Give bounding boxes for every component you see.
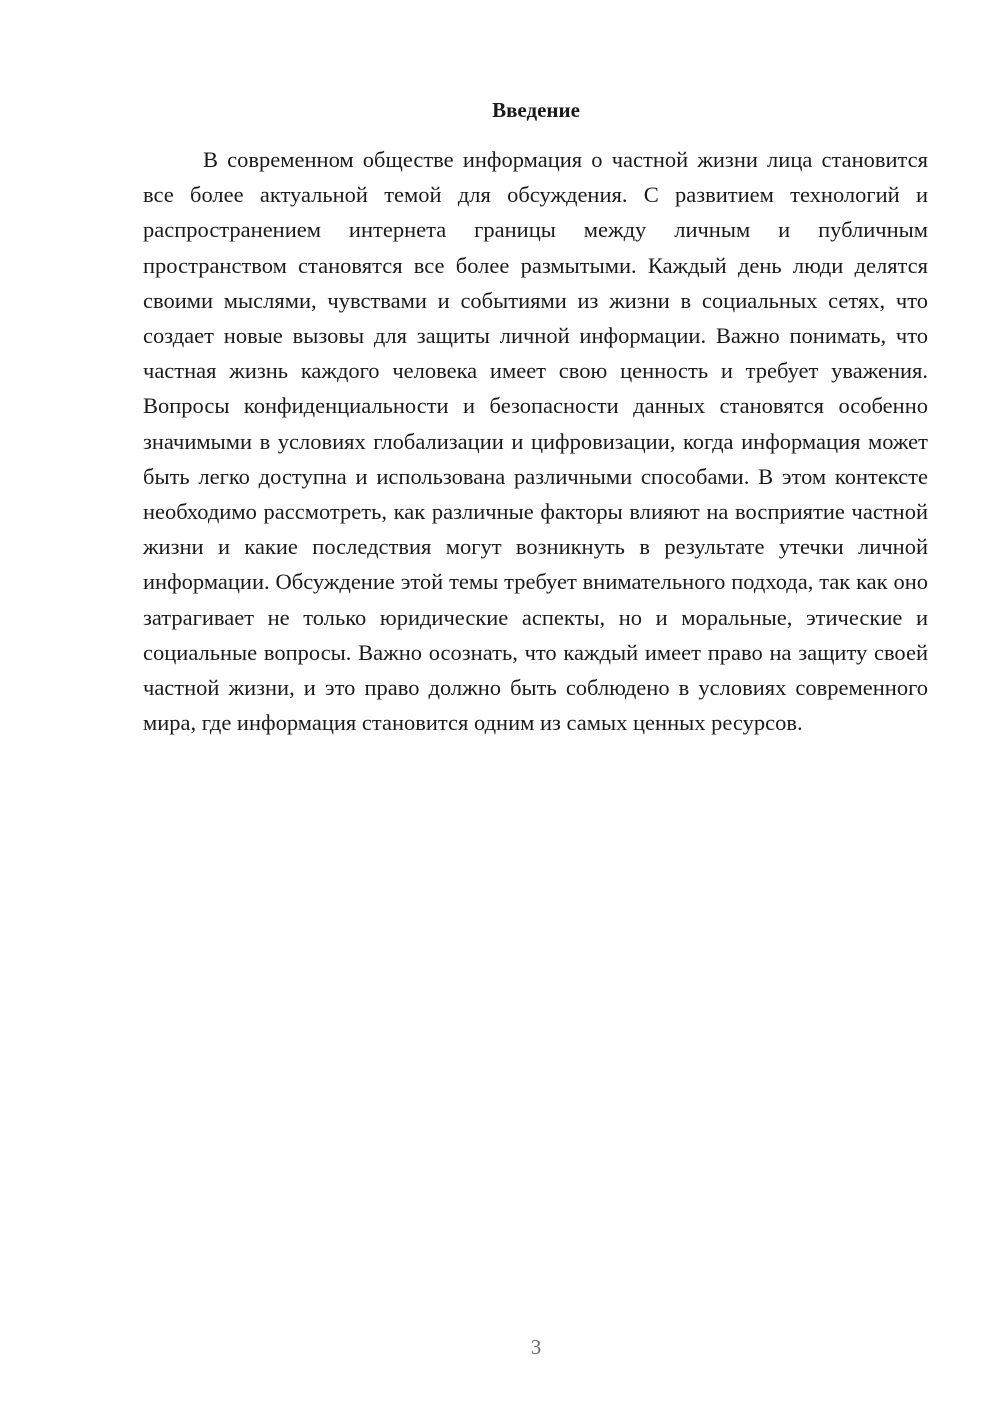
section-heading: Введение (492, 98, 580, 122)
body-paragraph: В современном обществе информация о частной жизни лица становится все более актуальной темой для обсуждения. С развитием технологий и распространением интернета границы между личным и публичным пространством становятся все более размытыми. Каждый день люди делятся своими мыслями, чувствами и событиями из жизни в социальных сетях, что создает новые вызовы для защиты личной информации. Важно понимать, что частная жизнь каждого человека имеет свою ценность и требует уважения. Вопросы конфиденциальности и безопасности данных становятся особенно значимыми в условиях глобализации и цифровизации, когда информация может быть легко доступна и использована различными способами. В этом контексте необходимо рассмотреть, как различные факторы влияют на восприятие частной жизни и какие последствия могут возникнуть в результате утечки личной информации. Обсуждение этой темы требует внимательного подхода, так как оно затрагивает не только юридические аспекты, но и моральные, этические и социальные вопросы. Важно осознать, что каждый имеет право на защиту своей частной жизни, и это право должно быть соблюдено в условиях современного мира, где информация становится одним из самых ценных ресурсов. (143, 147, 928, 736)
page-number: 3 (530, 1335, 542, 1359)
